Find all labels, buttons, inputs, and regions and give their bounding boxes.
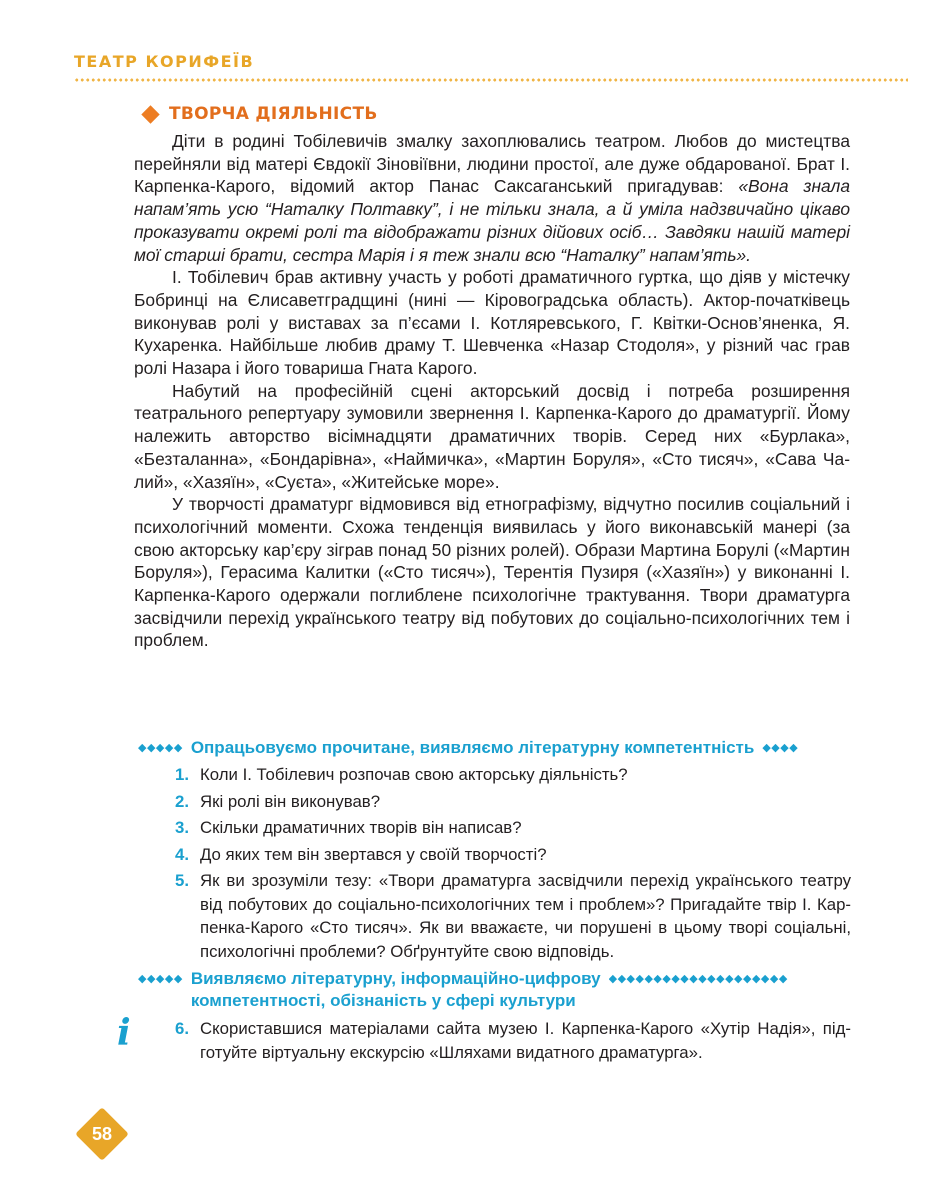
task-block-2-title-line2: компетентності, обізнаність у сфері культури: [190, 991, 576, 1010]
task-number: 4.: [175, 844, 189, 864]
task-text: До яких тем він звертався у своїй творчості?: [200, 844, 547, 864]
task-number: 3.: [175, 818, 189, 837]
lead-dots: ◆◆◆◆◆: [138, 742, 183, 754]
task-block-2-header: [138, 968, 850, 1012]
task-text: Скориставшися матеріалами сайта музею І. Карпенка-Карого «Хутір Надія», підготуйте віртуальну екскурсію «Шляхами видатного драматурга».: [200, 1019, 851, 1062]
paragraph-1: [134, 130, 850, 266]
task-text: Коли І. Тобілевич розпочав свою акторську діяльність?: [200, 765, 628, 784]
task-item: [175, 816, 851, 840]
task-item: [175, 843, 851, 867]
lead-dots: ◆◆◆◆◆: [138, 973, 183, 985]
task-text: Як ви зрозуміли тезу: «Твори драматурга засвідчили перехід українського театру від побутових до соціально-психологічних тем і проблем»? Пригадайте твір І. Карпенка-Карого «Сто тисяч». Як ви вважаєте, чи порушені в цьому творі соціальні, психологічні проблеми? Обґрунтуйте свою відповідь.: [200, 871, 851, 961]
task-item: [175, 1017, 851, 1064]
section-title: ТВОРЧА ДІЯЛЬНІСТЬ: [169, 104, 378, 124]
section-heading: [142, 104, 378, 124]
task-block-2-title-row: [191, 968, 850, 990]
trail-dots: ◆◆◆◆◆◆◆◆◆◆◆◆◆◆◆◆◆◆◆◆: [608, 973, 788, 985]
diamond-bullet-icon: [141, 105, 159, 123]
task-number: 1.: [175, 765, 189, 784]
running-head: ТЕАТР КОРИФЕЇВ: [74, 52, 255, 71]
trail-dots: ◆◆◆◆: [762, 742, 799, 754]
paragraph-4: У творчості драматург відмовився від етнографізму, відчутно посилив соціальний і психологічний моменти. Схожа тенденція виявилась у його виконавській манері (за свою акторську кар’єру зіграв понад 50 різних ролей). Образи Мартина Борулі («Мартин Боруля»), Герасима Калитки («Сто тисяч»), Терентія Пузиря («Хазяїн») у виконанні І. Карпенка-Карого одержали поглиблене психологічне трактування. Твори драматурга засвідчили перехід українського театру від побутових до соціально-психологічних тем і проблем.: [134, 494, 850, 651]
task-list-2: [175, 1017, 851, 1067]
info-icon: i: [117, 1012, 131, 1054]
task-text: Які ролі він виконував?: [200, 791, 381, 811]
task-text: Скільки драматичних творів він написав?: [200, 818, 522, 837]
body-text: [134, 130, 850, 652]
task-block-1-title: Опрацьовуємо прочитане, виявляємо літературну компетентність: [190, 738, 755, 757]
paragraph-1-text: Діти в родині Тобілевичів змалку захоплювались театром. Любов до мистецтва перейняли від матері Євдокії Зіновіївни, людини простої, але дуже обдарованої. Брат І. Карпенка-Карого, відомий актор Панас Саксаганський пригадував:: [134, 131, 850, 197]
task-list-1: [175, 763, 851, 966]
task-number: 2.: [175, 791, 189, 811]
paragraph-1-quote: «Вона знала напам’ять усю “Наталку Полтавку”, і не тільки знала, а й уміла надзвичайно цікаво проказувати окремі ролі та відображати різних дійових осіб… Завдяки нашій матері мої старші брати, сестра Марія і я теж знали всю “Наталку” напам’ять».: [134, 176, 850, 265]
header-dotted-rule: [74, 78, 908, 82]
task-block-2-title-line1: Виявляємо літературну, інформаційно-цифрову: [190, 969, 601, 988]
page-number: 58: [91, 1123, 113, 1144]
task-number: 5.: [175, 871, 189, 890]
page-number-badge: [75, 1107, 129, 1161]
paragraph-3: Набутий на професійній сцені акторський досвід і потреба розширення театрального репертуару зумовили звернення І. Карпенка-Карого до драматургії. Йому належить авторство вісімнадцяти драматичних творів. Серед них «Бурлака», «Безталанна», «Бондарівна», «Наймичка», «Мартин Боруля», «Сто тисяч», «Сава Чалий», «Хазяїн», «Суєта», «Житейське море».: [134, 380, 850, 492]
paragraph-2: І. Тобілевич брав активну участь у роботі драматичного гуртка, що діяв у містечку Бобринці на Єлисаветградщині (нині — Кіровоградська область). Актор-початківець виконував ролі у виставах за п’єсами І. Котляревського, Г. Квітки-Основ’яненка, Я. Кухаренка. Найбільше любив драму Т. Шевченка «Назар Стодоля», у різний час грав ролі Назара і його товариша Гната Карого.: [134, 267, 850, 379]
task-item: [175, 790, 851, 814]
task-item: [175, 763, 851, 787]
task-number: 6.: [175, 1019, 189, 1038]
task-block-2-title: [191, 968, 850, 1012]
task-item: [175, 869, 851, 963]
task-block-1-header: [138, 737, 850, 759]
